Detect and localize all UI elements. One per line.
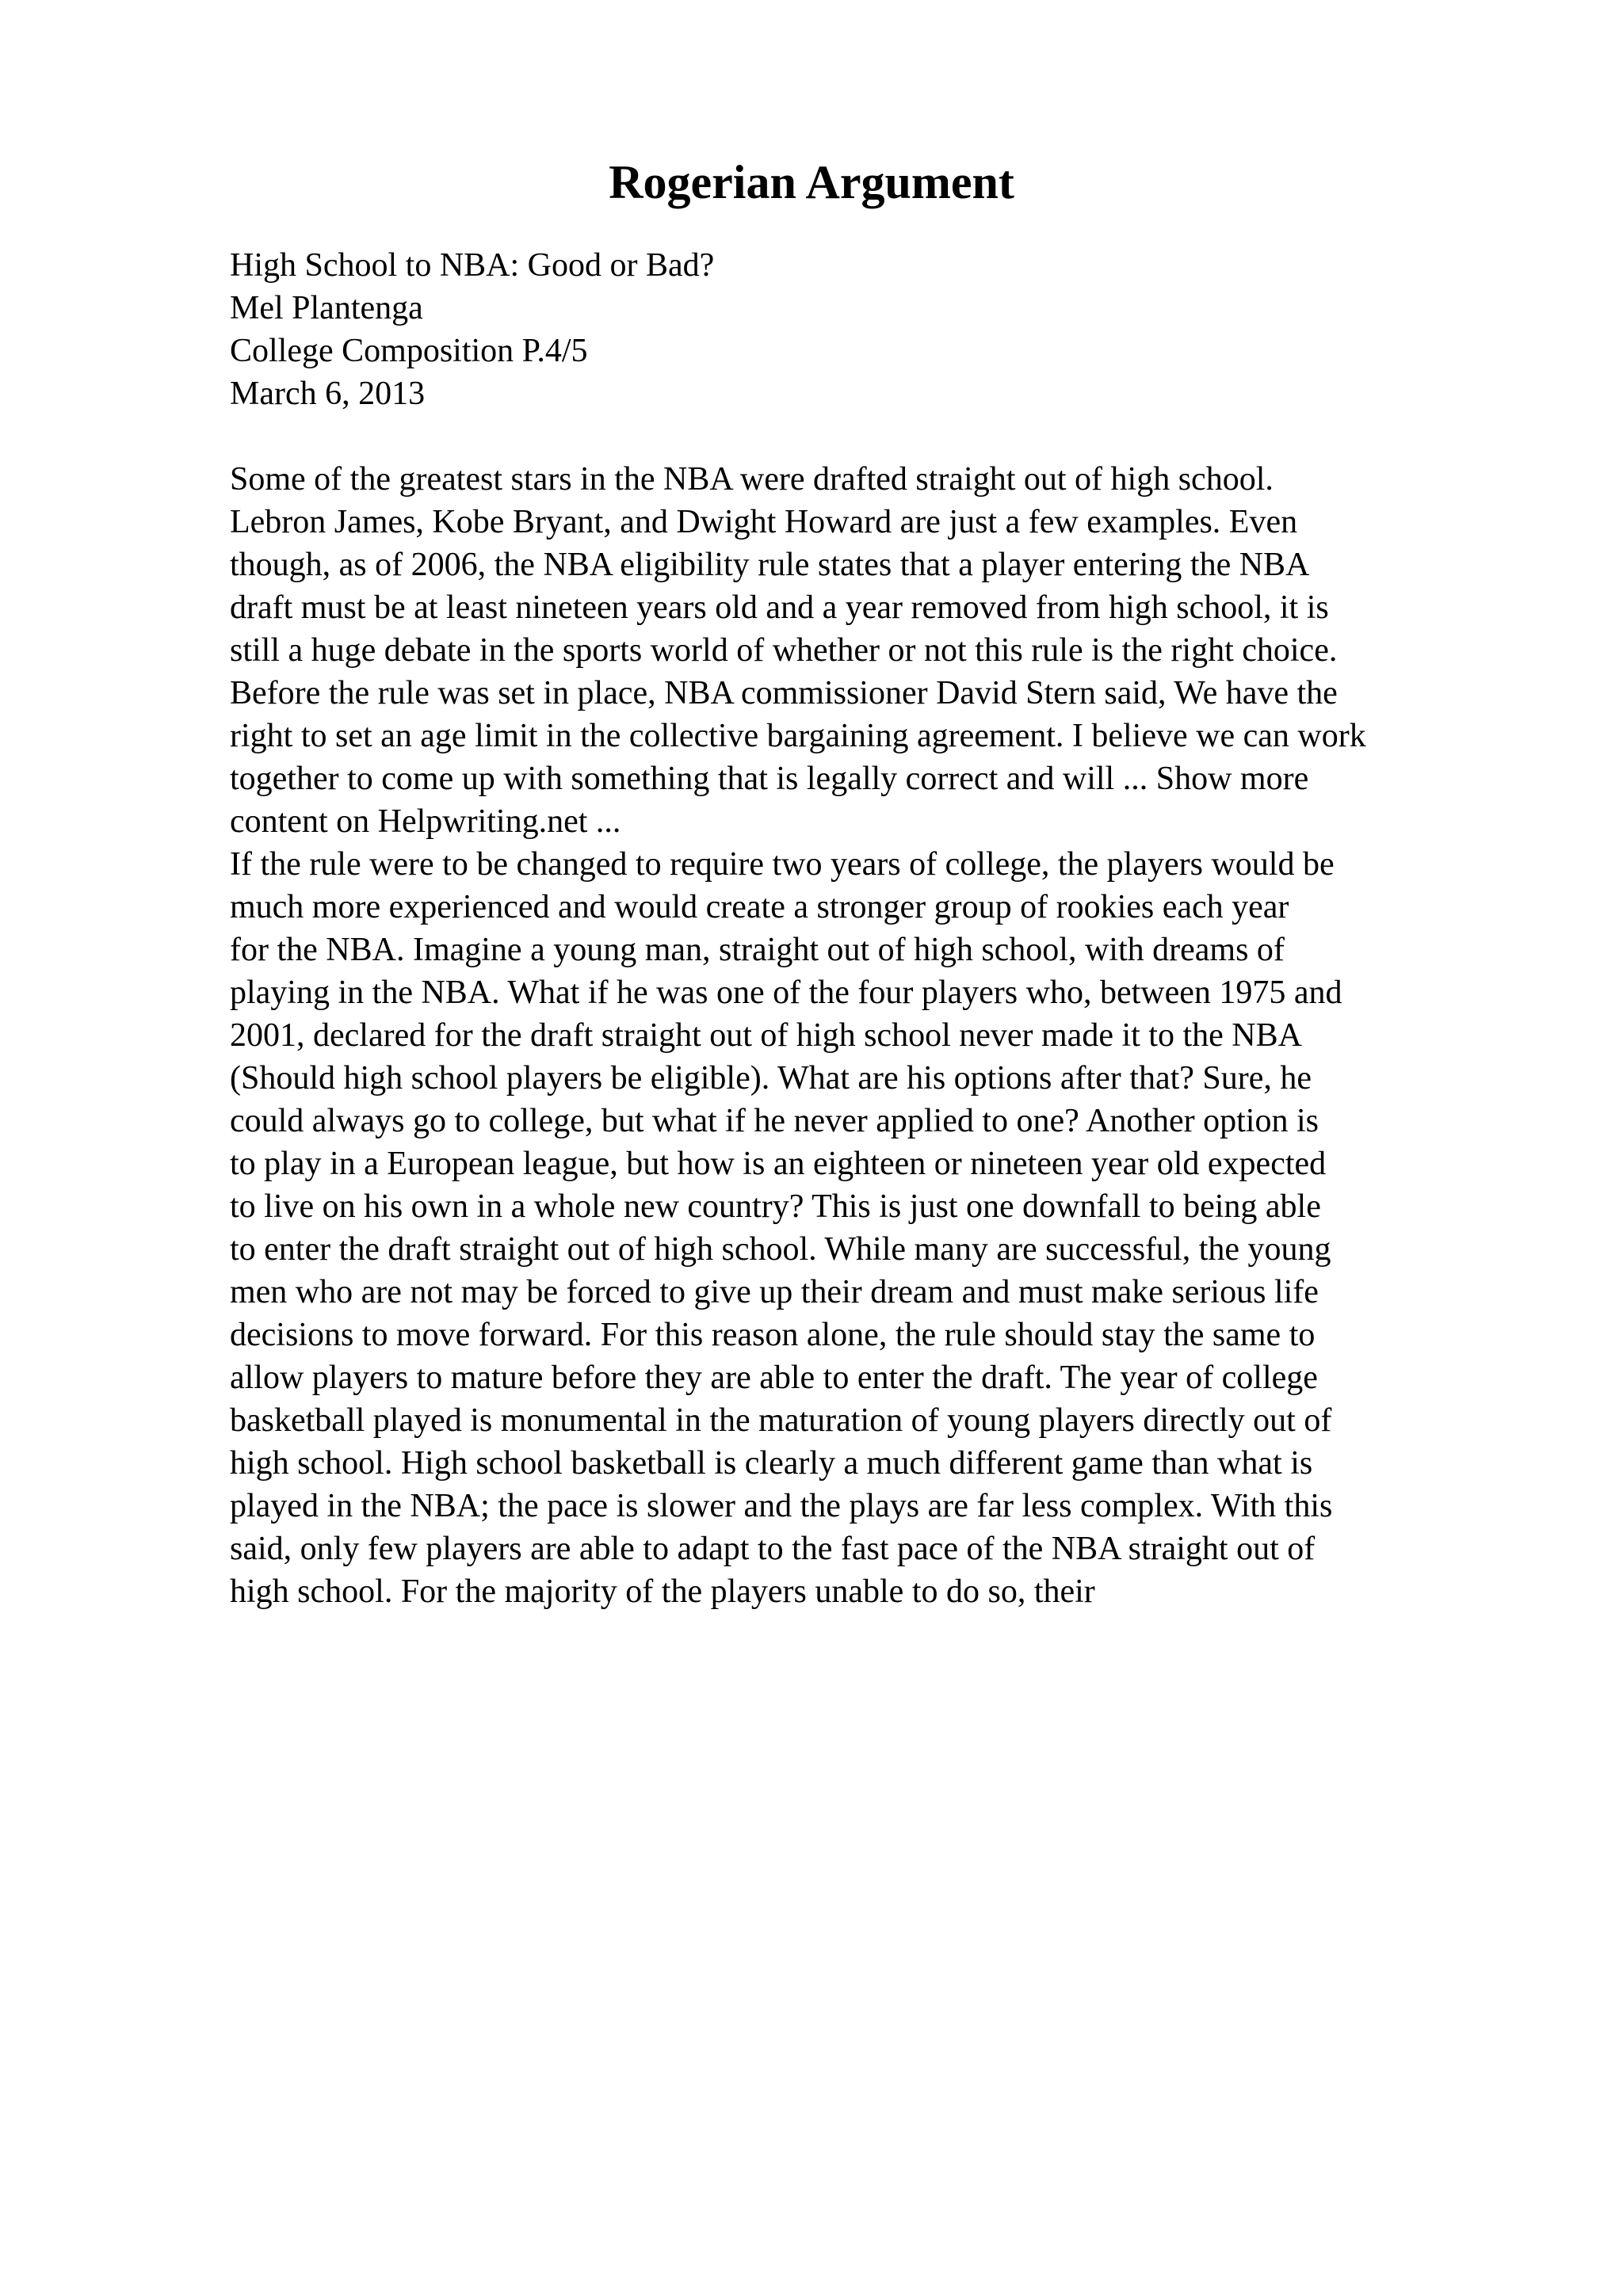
paragraph-line: Before the rule was set in place, NBA commissioner David Stern said, We have the	[230, 675, 1338, 711]
document-title: Rogerian Argument	[609, 156, 1014, 208]
paragraph-line: to live on his own in a whole new country? This is just one downfall to being able	[230, 1188, 1321, 1225]
document-body	[230, 244, 1498, 1613]
paragraph-line: high school. For the majority of the players unable to do so, their	[230, 1573, 1095, 1610]
paragraph-line: content on Helpwriting.net ...	[230, 803, 621, 840]
paragraph-1	[230, 458, 1498, 843]
paragraph-line: Some of the greatest stars in the NBA were drafted straight out of high school.	[230, 461, 1274, 498]
paragraph-line: high school. High school basketball is clearly a much different game than what is	[230, 1445, 1313, 1482]
paragraph-line: playing in the NBA. What if he was one of the four players who, between 1975 and	[230, 974, 1342, 1011]
paragraph-line: still a huge debate in the sports world of whether or not this rule is the right choice.	[230, 632, 1338, 669]
course-name: College Composition P.4/5	[230, 333, 588, 369]
document-header	[230, 244, 1498, 415]
paragraph-line: though, as of 2006, the NBA eligibility rule states that a player entering the NBA	[230, 547, 1310, 583]
paragraph-line: (Should high school players be eligible). What are his options after that? Sure, he	[230, 1060, 1312, 1097]
paragraph-line: draft must be at least nineteen years old and a year removed from high school, it is	[230, 589, 1329, 626]
essay-subtitle: High School to NBA: Good or Bad?	[230, 247, 715, 284]
paragraph-line: to enter the draft straight out of high school. While many are successful, the young	[230, 1231, 1331, 1268]
paragraph-line: said, only few players are able to adapt to the fast pace of the NBA straight out of	[230, 1531, 1316, 1567]
paragraph-line: much more experienced and would create a stronger group of rookies each year	[230, 889, 1289, 925]
author-name: Mel Plantenga	[230, 290, 423, 326]
paragraph-line: decisions to move forward. For this reason alone, the rule should stay the same to	[230, 1317, 1316, 1353]
paragraph-line: together to come up with something that is legally correct and will ... Show more	[230, 761, 1309, 797]
paragraph-line: 2001, declared for the draft straight out of high school never made it to the NBA	[230, 1017, 1302, 1054]
paragraph-line: played in the NBA; the pace is slower and the plays are far less complex. With this	[230, 1488, 1333, 1524]
paragraph-line: for the NBA. Imagine a young man, straight out of high school, with dreams of	[230, 932, 1285, 968]
paragraph-2	[230, 843, 1498, 1613]
paragraph-line: men who are not may be forced to give up their dream and must make serious life	[230, 1274, 1319, 1310]
essay-date: March 6, 2013	[230, 376, 426, 412]
paragraph-line: could always go to college, but what if he never applied to one? Another option is	[230, 1103, 1319, 1139]
paragraph-line: If the rule were to be changed to require two years of college, the players would be	[230, 846, 1335, 883]
paragraph-line: allow players to mature before they are able to enter the draft. The year of college	[230, 1360, 1318, 1396]
paragraph-spacer	[230, 415, 1498, 458]
paragraph-line: to play in a European league, but how is an eighteen or nineteen year old expected	[230, 1146, 1327, 1182]
paragraph-line: basketball played is monumental in the maturation of young players directly out of	[230, 1402, 1332, 1439]
paragraph-line: Lebron James, Kobe Bryant, and Dwight Howard are just a few examples. Even	[230, 504, 1298, 540]
paragraph-line: right to set an age limit in the collective bargaining agreement. I believe we can work	[230, 718, 1366, 754]
